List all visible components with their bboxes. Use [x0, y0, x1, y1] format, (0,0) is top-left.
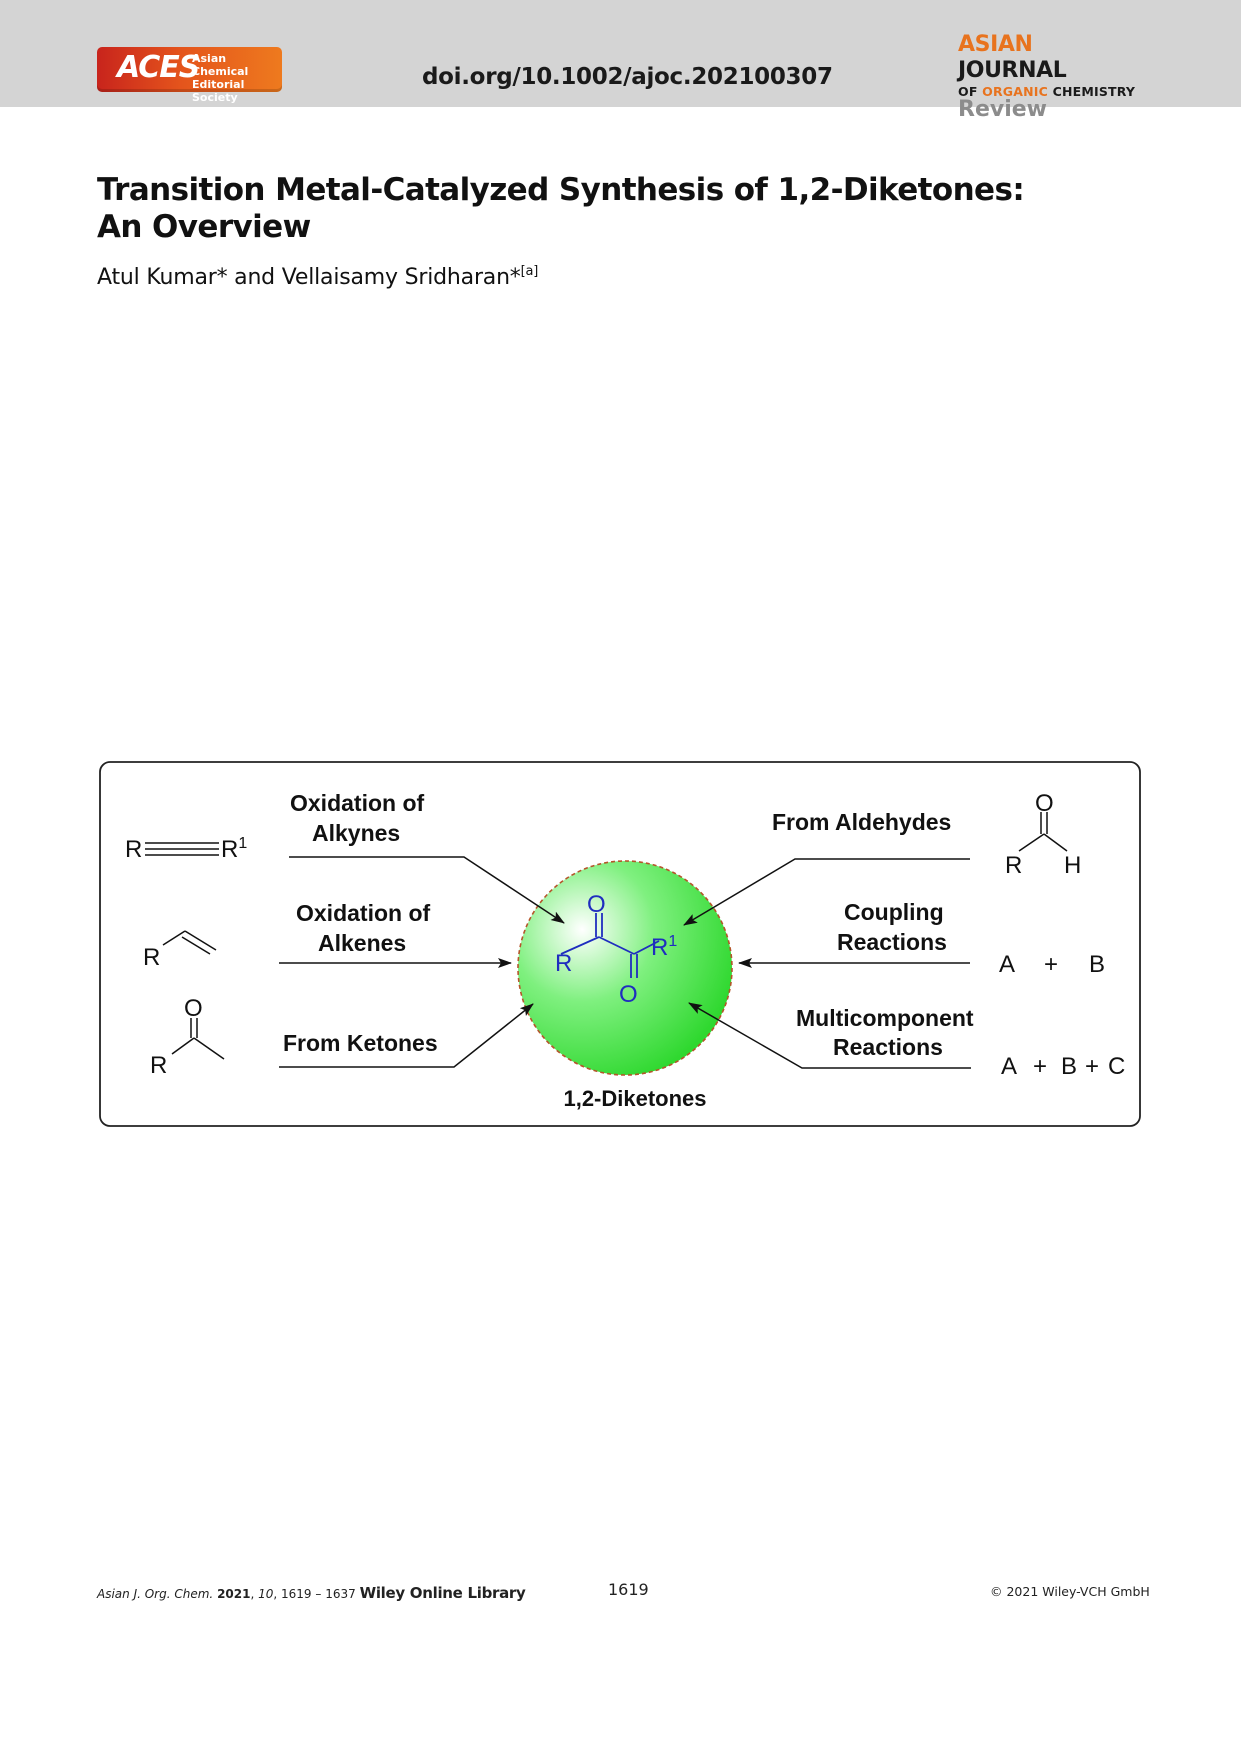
- center-label: 1,2-Diketones: [563, 1086, 707, 1111]
- core-o-bottom: O: [619, 981, 638, 1008]
- multi-reactant-b: B: [1061, 1053, 1078, 1080]
- page-number: 1619: [608, 1580, 649, 1599]
- route-label-multicomponent: Multicomponent Reactions: [796, 1005, 974, 1060]
- footer-citation: Asian J. Org. Chem. 2021, 10, 1619 – 1637 Wiley Online Library: [97, 1584, 526, 1602]
- toc-graphic: [99, 761, 1141, 1127]
- aldehyde-h: H: [1064, 852, 1082, 879]
- aces-logo-subtext: Asian Chemical Editorial Society: [192, 52, 249, 104]
- route-label-coupling: Coupling Reactions: [837, 899, 947, 955]
- core-r: R: [555, 950, 573, 977]
- alkyne-r1: $R^1$: [221, 835, 248, 863]
- article-type: Review: [958, 97, 1047, 122]
- authors: Atul Kumar* and Vellaisamy Sridharan*: [97, 265, 521, 290]
- copyright: © 2021 Wiley-VCH GmbH: [990, 1584, 1150, 1599]
- ketone-r: R: [150, 1052, 168, 1079]
- footer-year: 2021: [217, 1587, 251, 1601]
- core-r1: $R^1$: [651, 933, 678, 961]
- multi-plus-2: +: [1085, 1053, 1100, 1080]
- aldehyde-o: O: [1035, 790, 1054, 817]
- aces-logo-text: ACES: [117, 50, 200, 85]
- wiley-online-library-link[interactable]: Wiley Online Library: [359, 1584, 526, 1602]
- route-label-aldehydes: From Aldehydes: [772, 809, 952, 835]
- multi-reactant-a: A: [1001, 1053, 1018, 1080]
- article-title: Transition Metal-Catalyzed Synthesis of 1,2-Diketones: An Overview: [97, 172, 1025, 245]
- route-label-alkenes: Oxidation of Alkenes: [296, 900, 431, 956]
- journal-brand: [958, 32, 1148, 122]
- journal-title-line2: OF ORGANIC CHEMISTRY: [958, 84, 1136, 99]
- route-label-alkynes: Oxidation of Alkynes: [290, 790, 425, 846]
- aces-logo[interactable]: [97, 47, 282, 104]
- doi-link[interactable]: doi.org/10.1002/ajoc.202100307: [422, 64, 833, 90]
- route-label-ketones: From Ketones: [283, 1030, 438, 1056]
- journal-title-line1: ASIAN JOURNAL: [958, 32, 1067, 83]
- author-line: [97, 264, 538, 290]
- core-o-top: O: [587, 891, 606, 918]
- coupling-reactant-a: A: [999, 951, 1016, 978]
- coupling-plus: +: [1044, 951, 1059, 978]
- alkyne-r: R: [125, 836, 143, 863]
- footer-pages: 1619 – 1637: [281, 1587, 356, 1601]
- multi-plus-1: +: [1033, 1053, 1048, 1080]
- footer-volume: 10: [258, 1587, 274, 1601]
- ketone-o: O: [184, 995, 203, 1022]
- multi-reactant-c: C: [1108, 1053, 1126, 1080]
- coupling-reactant-b: B: [1089, 951, 1106, 978]
- affiliation-mark: [a]: [520, 264, 539, 279]
- aldehyde-r: R: [1005, 852, 1023, 879]
- footer-journal-abbrev: Asian J. Org. Chem.: [97, 1587, 214, 1601]
- diketone-sphere: [518, 861, 732, 1075]
- alkene-r: R: [143, 944, 161, 971]
